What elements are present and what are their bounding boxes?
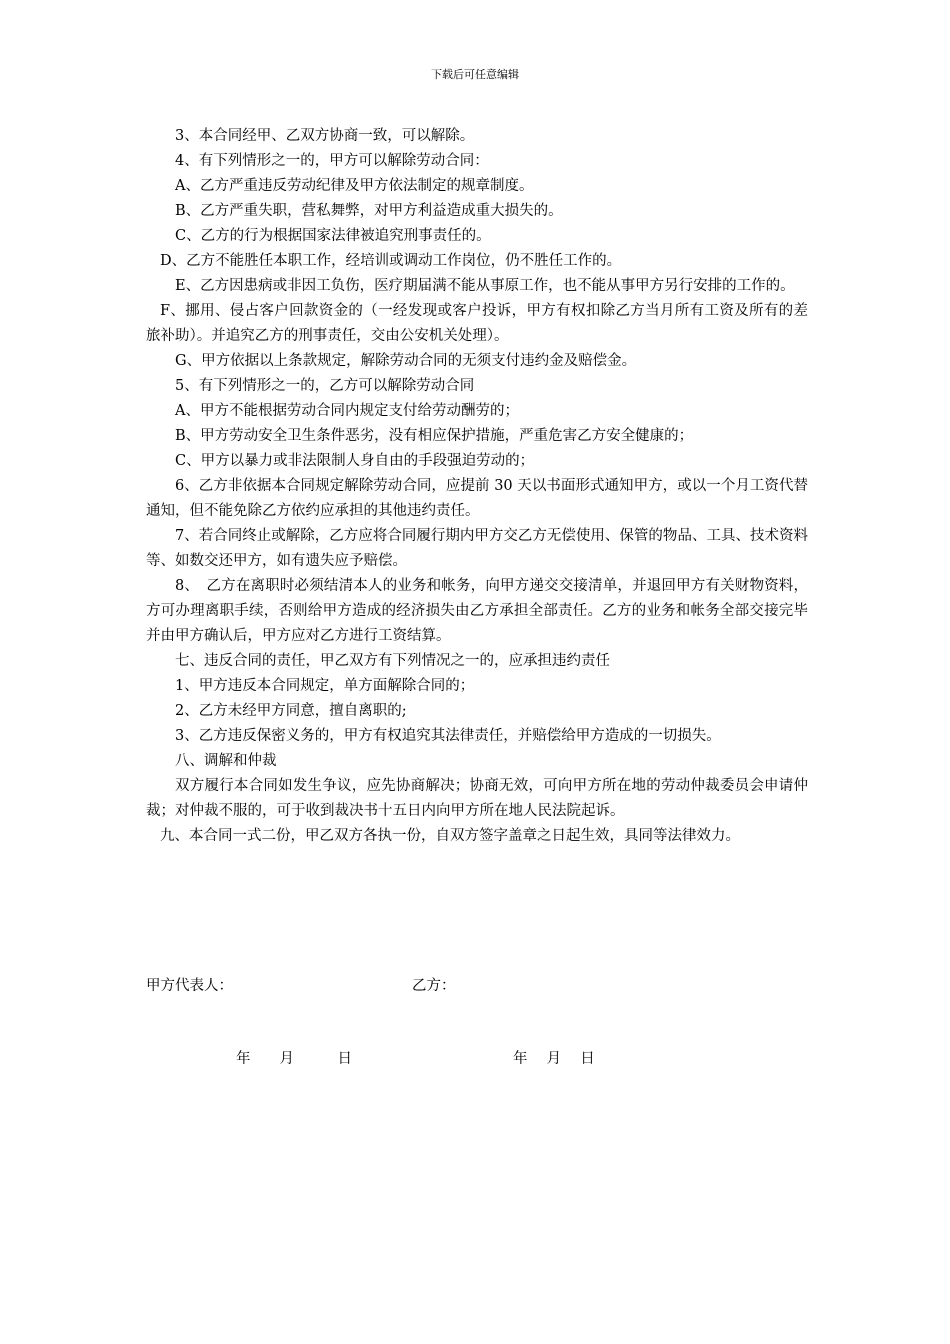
section-7-breach: 七、违反合同的责任，甲乙双方有下列情况之一的，应承担违约责任 [175, 653, 610, 669]
party-a-date: 年 月 日 [236, 1051, 352, 1067]
contract-body [146, 124, 808, 849]
clause-6: 6、乙方非依据本合同规定解除劳动合同，应提前 30 天以书面形式通知甲方，或以一个月工资代替通知，但不能免除乙方依约应承担的其他违约责任。 [146, 478, 808, 519]
party-b-signature-label: 乙方： [412, 978, 456, 994]
clause-4f: F、挪用、侵占客户回款资金的（一经发现或客户投诉，甲方有权扣除乙方当月所有工资及所有的差旅补助）。并追究乙方的刑事责任，交由公安机关处理）。 [146, 303, 808, 344]
clause-5a: A、甲方不能根据劳动合同内规定支付给劳动酬劳的； [175, 403, 519, 419]
section-9-copies: 九、本合同一式二份，甲乙双方各执一份，自双方签字盖章之日起生效，具同等法律效力。 [160, 828, 740, 844]
clause-5-employee-termination: 5、有下列情形之一的，乙方可以解除劳动合同 [175, 378, 475, 394]
breach-item-1: 1、甲方违反本合同规定，单方面解除合同的； [175, 678, 475, 694]
clause-4-employer-termination: 4、有下列情形之一的，甲方可以解除劳动合同： [175, 153, 489, 169]
clause-5c: C、甲方以暴力或非法限制人身自由的手段强迫劳动的； [175, 453, 535, 469]
mediation-text: 双方履行本合同如发生争议，应先协商解决；协商无效，可向甲方所在地的劳动仲裁委员会申请仲裁；对仲裁不服的，可于收到裁决书十五日内向甲方所在地人民法院起诉。 [146, 778, 808, 819]
clause-7: 7、若合同终止或解除，乙方应将合同履行期内甲方交乙方无偿使用、保管的物品、工具、技术资料等、如数交还甲方，如有遗失应予赔偿。 [146, 528, 808, 569]
clause-4d: D、乙方不能胜任本职工作，经培训或调动工作岗位，仍不胜任工作的。 [160, 253, 622, 269]
clause-4e: E、乙方因患病或非因工负伤，医疗期届满不能从事原工作，也不能从事甲方另行安排的工作的。 [175, 278, 795, 294]
clause-4c: C、乙方的行为根据国家法律被追究刑事责任的。 [175, 228, 491, 244]
breach-item-2: 2、乙方未经甲方同意，擅自离职的; [175, 703, 407, 719]
party-b-date: 年 月 日 [513, 1051, 595, 1067]
section-8-mediation: 八、调解和仲裁 [175, 753, 277, 769]
clause-4b: B、乙方严重失职，营私舞弊，对甲方利益造成重大损失的。 [175, 203, 563, 219]
clause-4g: G、甲方依据以上条款规定，解除劳动合同的无须支付违约金及赔偿金。 [175, 353, 637, 369]
party-a-signature-label: 甲方代表人： [146, 978, 233, 994]
clause-3-mutual-termination: 3、本合同经甲、乙双方协商一致，可以解除。 [175, 128, 475, 144]
page-header: 下载后可任意编辑 [431, 68, 519, 81]
clause-8: 8、 乙方在离职时必须结清本人的业务和帐务，向甲方递交交接清单，并退回甲方有关财物资料，方可办理离职手续，否则给甲方造成的经济损失由乙方承担全部责任。乙方的业务和帐务全部交接完毕并由甲方确认后，甲方应对乙方进行工资结算。 [146, 578, 808, 644]
clause-4a: A、乙方严重违反劳动纪律及甲方依法制定的规章制度。 [175, 178, 534, 194]
clause-5b: B、甲方劳动安全卫生条件恶劣，没有相应保护措施，严重危害乙方安全健康的； [175, 428, 694, 444]
breach-item-3: 3、乙方违反保密义务的，甲方有权追究其法律责任，并赔偿给甲方造成的一切损失。 [175, 728, 721, 744]
